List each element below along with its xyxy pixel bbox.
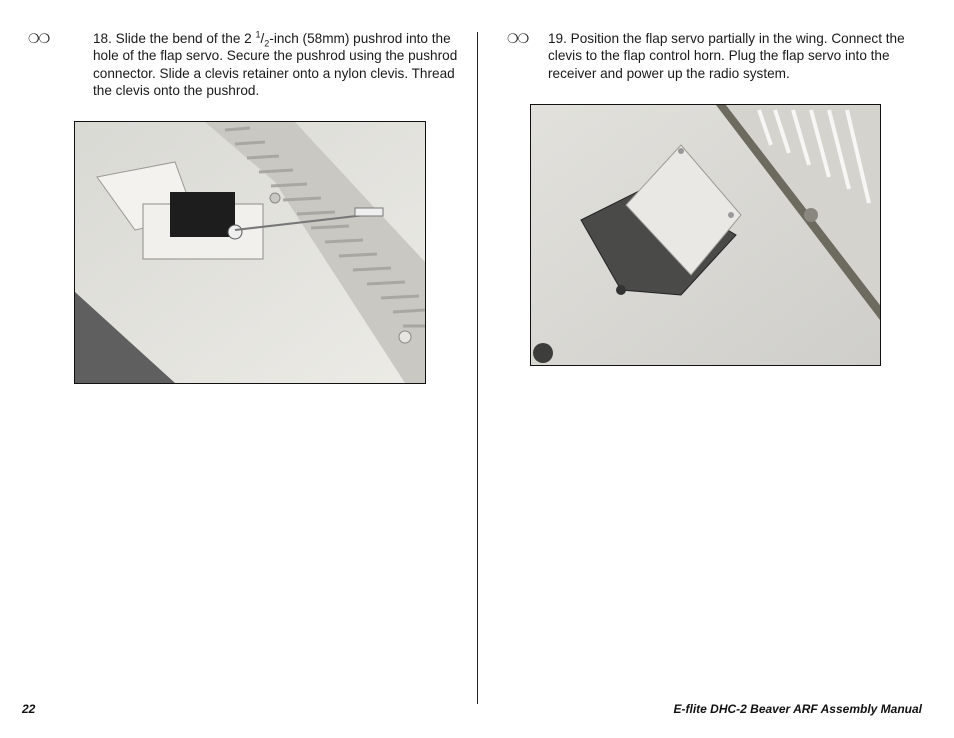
page-number: 22	[22, 702, 36, 716]
step-18-text: 18. Slide the bend of the 2 $^1/_2$-inch (58mm) pushrod into the hole of the flap servo. Secure the pushrod using the pushrod connector. Slide a clevis retainer onto a nylon clevis. Thread the clevis onto the pushrod.	[93, 29, 458, 99]
photo-servo-in-wing	[531, 105, 880, 365]
photo-step-18	[74, 121, 426, 384]
column-divider	[477, 32, 478, 704]
checkbox-icon[interactable]: ❍❍	[28, 31, 50, 46]
checkbox-icon[interactable]: ❍❍	[507, 31, 529, 46]
fraction-denominator: 2	[264, 38, 270, 49]
step-18-text-start: 18. Slide the bend of the 2	[93, 31, 256, 46]
step-19-text: 19. Position the flap servo partially in the wing. Connect the clevis to the flap control horn. Plug the flap servo into the receiver and power up the radio system.	[548, 31, 905, 81]
photo-step-19	[530, 104, 881, 366]
manual-title: E-flite DHC-2 Beaver ARF Assembly Manual	[673, 702, 922, 716]
fraction-numerator: 1	[255, 29, 261, 40]
photo-servo-pushrod	[75, 122, 425, 383]
step-18-text-end: -inch (58mm) pushrod into the hole of the flap servo. Secure the pushrod using the pushrod connector. Slide a clevis retainer onto a nylon clevis. Thread the clevis onto the pushrod.	[93, 31, 458, 99]
